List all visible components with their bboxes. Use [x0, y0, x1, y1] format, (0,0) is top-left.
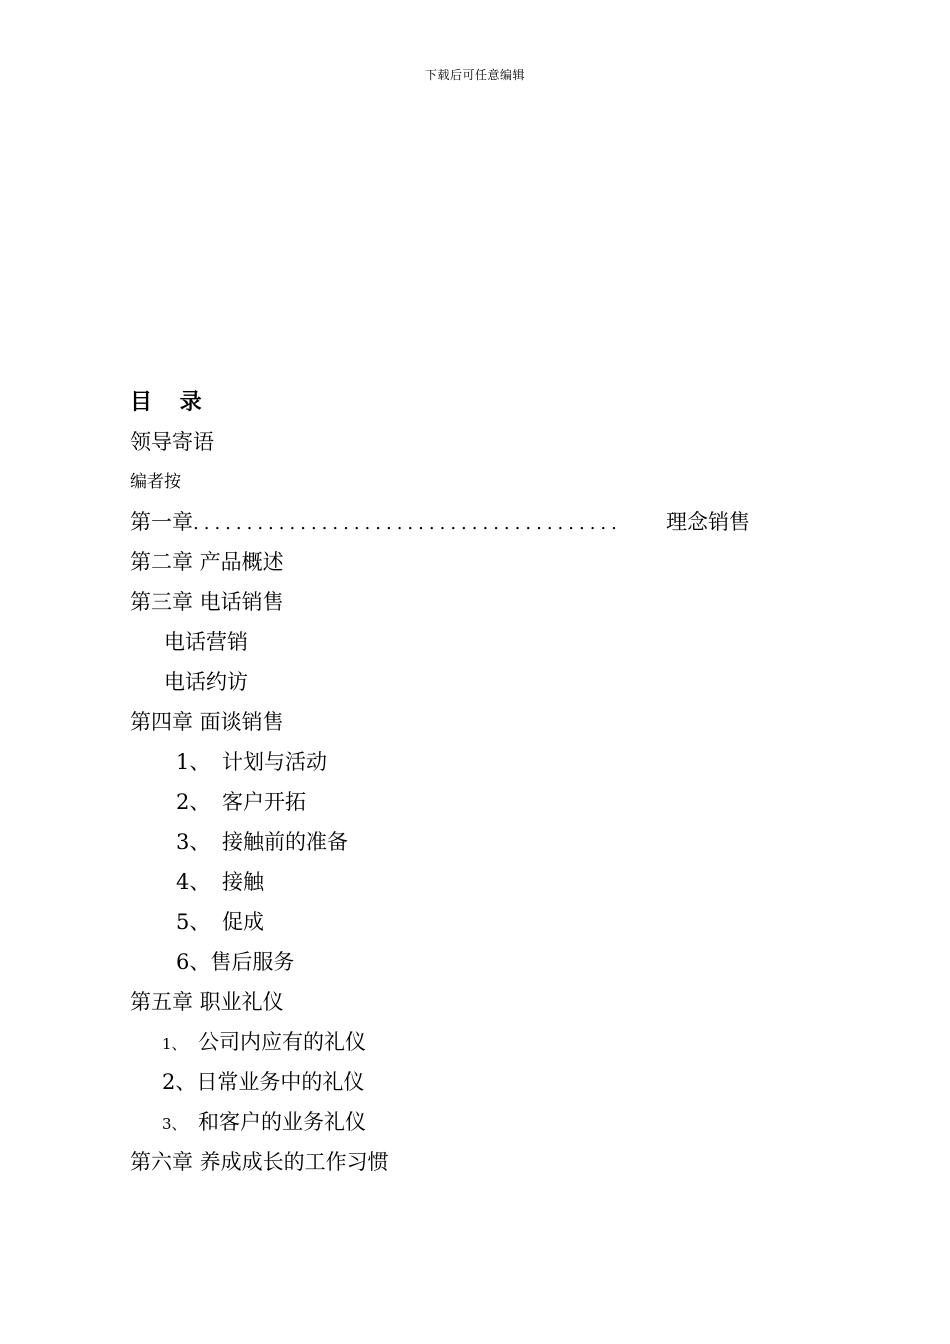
toc-chapter-1-title: 理念销售 [666, 510, 750, 534]
toc-item-plan-activity [130, 742, 750, 782]
toc-item-label: 和客户的业务礼仪 [198, 1110, 366, 1134]
toc-item-number: 2、 [176, 790, 211, 814]
toc-item-label: 公司内应有的礼仪 [198, 1030, 366, 1054]
toc-item-label: 客户开拓 [222, 790, 306, 814]
toc-item-customer-development [130, 782, 750, 822]
toc-item-leader-message: 领导寄语 [130, 430, 214, 454]
toc-chapter-1-label: 第一章 [130, 510, 193, 534]
toc-item-number: 1、 [162, 1035, 187, 1053]
toc-item-chapter-4: 第四章 面谈销售 [130, 710, 284, 734]
toc-item-telemarketing: 电话营销 [164, 630, 248, 654]
toc-item-contact [130, 862, 750, 902]
toc-item-chapter-5: 第五章 职业礼仪 [130, 990, 284, 1014]
toc-item-number: 3、 [162, 1115, 187, 1133]
toc-item-label: 计划与活动 [222, 750, 327, 774]
toc-item-label: 接触前的准备 [222, 830, 348, 854]
toc-item-customer-etiquette [130, 1102, 750, 1142]
toc-item-preparation [130, 822, 750, 862]
toc-item-number: 4、 [176, 870, 211, 894]
toc-item-chapter-6: 第六章 养成成长的工作习惯 [130, 1150, 389, 1174]
toc-item-closing [130, 902, 750, 942]
toc-item-daily-business-etiquette: 2、日常业务中的礼仪 [162, 1070, 365, 1094]
toc-item-number: 1、 [176, 750, 211, 774]
toc-item-editor-note: 编者按 [130, 472, 181, 492]
toc-item-chapter-3: 第三章 电话销售 [130, 590, 284, 614]
toc-item-chapter-1 [130, 502, 750, 542]
toc-item-number: 5、 [176, 910, 211, 934]
toc-item-number: 3、 [176, 830, 211, 854]
toc-title: 目 录 [130, 389, 204, 415]
toc-item-after-sales: 6、售后服务 [176, 950, 295, 974]
toc-item-phone-appointment: 电话约访 [164, 670, 248, 694]
page-header-note: 下载后可任意编辑 [424, 68, 525, 82]
toc-item-label: 接触 [222, 870, 264, 894]
toc-item-label: 促成 [222, 910, 264, 934]
table-of-contents [130, 382, 750, 1182]
toc-dot-leader: ........................................ [193, 513, 622, 534]
toc-item-chapter-2: 第二章 产品概述 [130, 550, 284, 574]
toc-item-company-etiquette [130, 1022, 750, 1062]
